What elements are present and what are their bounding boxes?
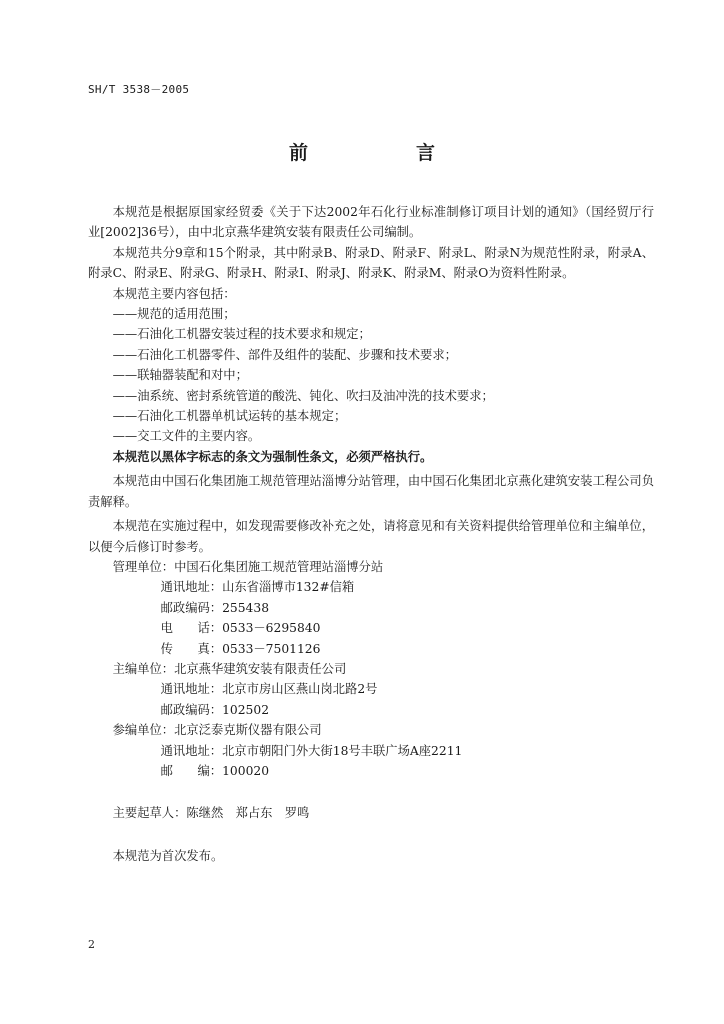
- list-item: ——规范的适用范围；: [112, 307, 236, 322]
- postcode-value: 100020: [222, 763, 270, 778]
- management-fax: [88, 639, 654, 659]
- standard-code-header: SH/T 3538－2005: [88, 83, 190, 96]
- fax-value: 0533－7501126: [222, 641, 321, 656]
- management-unit: 管理单位：中国石化集团施工规范管理站淄博分站: [112, 559, 384, 574]
- paragraph-contents-intro: 本规范主要内容包括：: [112, 286, 236, 301]
- participant-unit: 参编单位：北京泛泰克斯仪器有限公司: [112, 723, 322, 738]
- participant-address: 通讯地址：北京市朝阳门外大街18号丰联广场A座2211: [160, 743, 463, 758]
- list-item: ——联轴器装配和对中；: [112, 368, 248, 383]
- chief-editor-unit: 主编单位：北京燕华建筑安装有限责任公司: [112, 661, 347, 676]
- management-postcode: 邮政编码：255438: [160, 600, 270, 615]
- fax-label: 传 真：: [160, 641, 223, 656]
- page-title: [0, 138, 724, 165]
- list-item: ——石油化工机器安装过程的技术要求和规定；: [112, 327, 371, 342]
- title-char-right: 言: [416, 142, 436, 164]
- paragraph-feedback: 本规范在实施过程中，如发现需要修改补充之处，请将意见和有关资料提供给管理单位和主编单位，以便今后修订时参考。: [88, 519, 654, 554]
- chief-editor-postcode: 邮政编码：102502: [160, 702, 270, 717]
- list-item: ——油系统、密封系统管道的酸洗、钝化、吹扫及油冲洗的技术要求；: [112, 388, 494, 403]
- participant-postcode: [88, 761, 654, 781]
- title-char-left: 前: [288, 142, 308, 164]
- paragraph-mandatory-note: 本规范以黑体字标志的条文为强制性条文，必须严格执行。: [112, 449, 433, 464]
- chief-editor-address: 通讯地址：北京市房山区燕山岗北路2号: [160, 682, 378, 697]
- paragraph-management: 本规范由中国石化集团施工规范管理站淄博分站管理，由中国石化集团北京燕化建筑安装工程公司负责解释。: [88, 474, 654, 509]
- postcode-label: 邮 编：: [160, 763, 223, 778]
- list-item: ——交工文件的主要内容。: [112, 429, 261, 444]
- paragraph-origin: 本规范是根据原国家经贸委《关于下达2002年石化行业标准制修订项目计划的通知》（国经贸厅行业[2002]36号），由中北京燕华建筑安装有限责任公司编制。: [88, 205, 654, 240]
- phone-value: 0533－6295840: [222, 621, 321, 636]
- management-address: 通讯地址：山东省淄博市132#信箱: [160, 580, 355, 595]
- management-phone: [88, 618, 654, 638]
- list-item: ——石油化工机器单机试运转的基本规定；: [112, 409, 347, 424]
- paragraph-structure: 本规范共分9章和15个附录，其中附录B、附录D、附录F、附录L、附录N为规范性附录，附录A、附录C、附录E、附录G、附录H、附录I、附录J、附录K、附录M、附录O为资料性附录。: [88, 245, 654, 281]
- foreword-body: [88, 202, 654, 866]
- phone-label: 电 话：: [160, 621, 223, 636]
- page-number: 2: [88, 938, 95, 951]
- first-release-note: 本规范为首次发布。: [112, 848, 224, 863]
- list-item: ——石油化工机器零件、部件及组件的装配、步骤和技术要求；: [112, 347, 457, 362]
- main-drafters: 主要起草人：陈继然 郑占东 罗鸣: [112, 806, 310, 821]
